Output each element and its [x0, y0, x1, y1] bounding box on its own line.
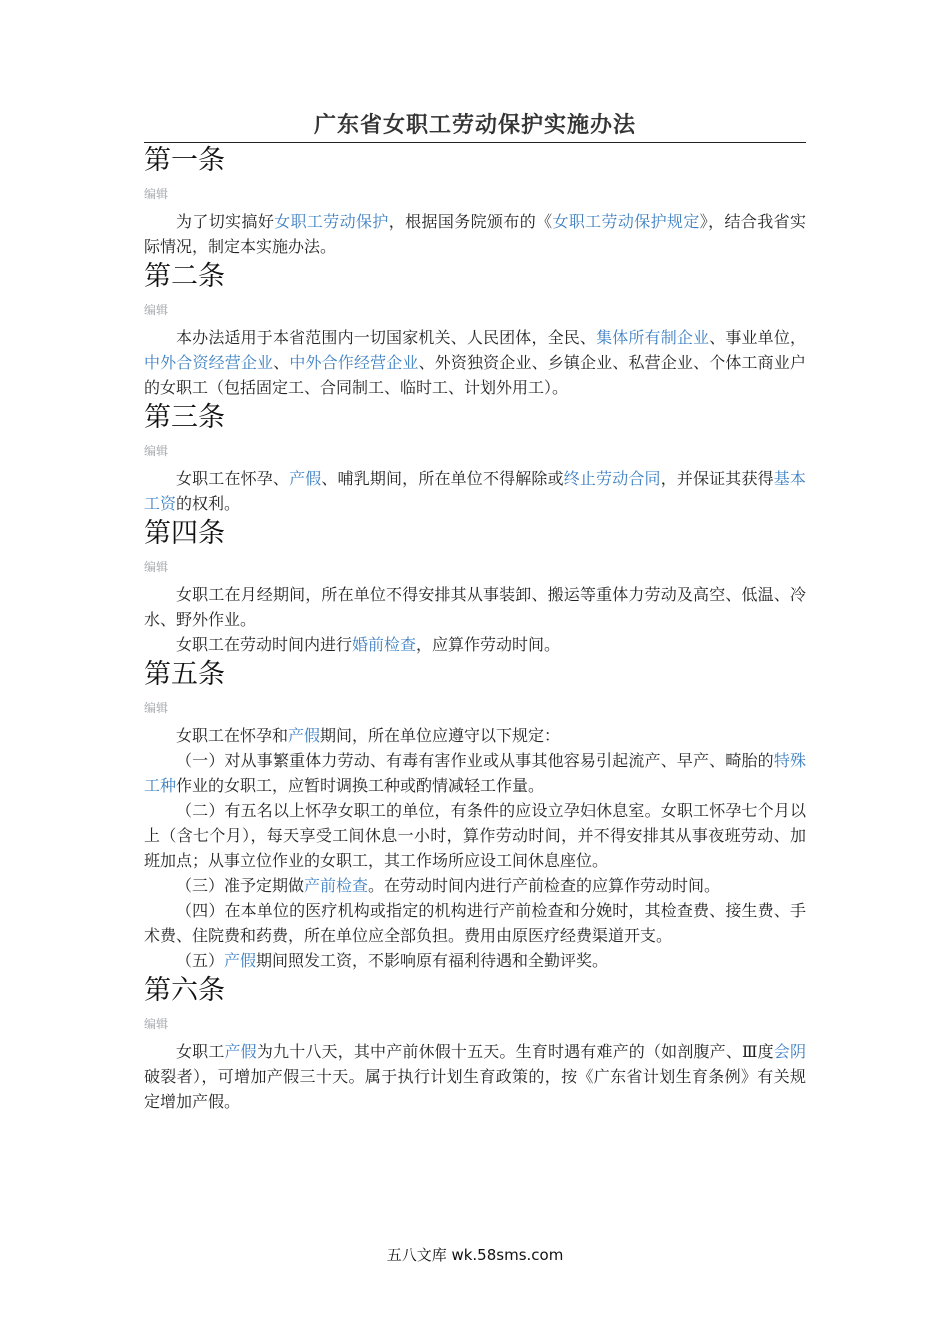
term-link[interactable]: 会阴 [773, 1042, 806, 1061]
term-link[interactable]: 终止劳动合同 [563, 469, 661, 488]
term-link[interactable]: 产假 [224, 951, 257, 970]
article-heading: 第一条 [144, 145, 225, 176]
paragraph [144, 325, 806, 400]
article-1 [144, 143, 806, 259]
paragraph-text: ，根据国务院颁布的《 [388, 212, 553, 231]
edit-link[interactable]: 编辑 [144, 1017, 169, 1031]
article-heading: 第四条 [144, 518, 225, 549]
edit-link[interactable]: 编辑 [144, 303, 169, 317]
paragraph [144, 466, 806, 516]
paragraph [144, 873, 806, 898]
article-heading: 第五条 [144, 659, 225, 690]
paragraph [144, 748, 806, 798]
paragraph-text: 、事业单位， [709, 328, 806, 347]
article-6 [144, 973, 806, 1114]
paragraph-text: 本办法适用于本省范围内一切国家机关、人民团体，全民、 [176, 328, 597, 347]
paragraph-text: 。在劳动时间内进行产前检查的应算作劳动时间。 [368, 876, 721, 895]
paragraph-text: （二）有五名以上怀孕女职工的单位，有条件的应设立孕妇休息室。女职工怀孕七个月以上（含七个月），每天享受工间休息一小时，算作劳动时间，并不得安排其从事夜班劳动、加班加点；从事立位作业的女职工，其工作场所应设工间休息座位。 [144, 801, 806, 870]
paragraph-text: 作业的女职工，应暂时调换工种或酌情减轻工作量。 [176, 776, 545, 795]
paragraph-text: （四）在本单位的医疗机构或指定的机构进行产前检查和分娩时，其检查费、接生费、手术费、住院费和药费，所在单位应全部负担。费用由原医疗经费渠道开支。 [144, 901, 806, 945]
article-heading: 第三条 [144, 402, 225, 433]
paragraph [144, 948, 806, 973]
term-link[interactable]: 中外合作经营企业 [289, 353, 419, 372]
edit-link[interactable]: 编辑 [144, 444, 169, 458]
term-link[interactable]: 产假 [224, 1042, 257, 1061]
term-link[interactable]: 产假 [288, 726, 321, 745]
footer-watermark: 五八文库 wk.58sms.com [386, 1246, 564, 1264]
paragraph-text: 期间，所在单位应遵守以下规定： [320, 726, 561, 745]
paragraph [144, 1039, 806, 1114]
paragraph [144, 632, 806, 657]
paragraph-text: 期间照发工资，不影响原有福利待遇和全勤评奖。 [256, 951, 609, 970]
term-link[interactable]: 产假 [289, 469, 322, 488]
paragraph-text: 为九十八天，其中产前休假十五天。生育时遇有难产的（如剖腹产、Ⅲ度 [256, 1042, 774, 1061]
paragraph-text: 女职工在怀孕、 [176, 469, 290, 488]
paragraph-text: 女职工 [176, 1042, 225, 1061]
article-3 [144, 400, 806, 516]
paragraph-text: 女职工在月经期间，所在单位不得安排其从事装卸、搬运等重体力劳动及高空、低温、冷水、野外作业。 [144, 585, 806, 629]
article-5 [144, 657, 806, 973]
paragraph-text: （三）准予定期做 [176, 876, 305, 895]
term-link[interactable]: 婚前检查 [352, 635, 417, 654]
document-title: 广东省女职工劳动保护实施办法 [144, 110, 806, 143]
article-heading: 第二条 [144, 261, 225, 292]
paragraph-text: 、 [273, 353, 290, 372]
term-link[interactable]: 特殊工种 [144, 751, 806, 795]
edit-link[interactable]: 编辑 [144, 187, 169, 201]
article-4 [144, 516, 806, 657]
paragraph [144, 582, 806, 632]
paragraph-text: 、外资独资企业、乡镇企业、私营企业、个体工商业户的女职工（包括固定工、合同制工、临时工、计划外用工）。 [144, 353, 806, 397]
document-page [144, 110, 806, 1114]
paragraph-text: 的权利。 [176, 494, 241, 513]
paragraph-text: （一）对从事繁重体力劳动、有毒有害作业或从事其他容易引起流产、早产、畸胎的 [176, 751, 774, 770]
paragraph-text: 为了切实搞好 [176, 212, 275, 231]
paragraph-text: 》，结合我省实际情况，制定本实施办法。 [144, 212, 806, 256]
articles-container [144, 143, 806, 1114]
paragraph-text: 女职工在怀孕和 [176, 726, 289, 745]
edit-link[interactable]: 编辑 [144, 701, 169, 715]
paragraph [144, 798, 806, 873]
term-link[interactable]: 中外合资经营企业 [144, 353, 274, 372]
paragraph-text: 破裂者），可增加产假三十天。属于执行计划生育政策的，按《广东省计划生育条例》有关规定增加产假。 [144, 1067, 806, 1111]
paragraph [144, 898, 806, 948]
article-heading: 第六条 [144, 975, 225, 1006]
edit-link[interactable]: 编辑 [144, 560, 169, 574]
term-link[interactable]: 基本工资 [144, 469, 806, 513]
paragraph-text: 、哺乳期间，所在单位不得解除或 [321, 469, 564, 488]
paragraph-text: 女职工在劳动时间内进行 [176, 635, 353, 654]
paragraph-text: ，应算作劳动时间。 [416, 635, 561, 654]
term-link[interactable]: 集体所有制企业 [596, 328, 710, 347]
paragraph-text: ，并保证其获得 [660, 469, 774, 488]
paragraph-text: （五） [176, 951, 225, 970]
term-link[interactable]: 女职工劳动保护规定 [552, 212, 700, 231]
term-link[interactable]: 产前检查 [304, 876, 369, 895]
paragraph [144, 723, 806, 748]
term-link[interactable]: 女职工劳动保护 [274, 212, 389, 231]
article-2 [144, 259, 806, 400]
paragraph [144, 209, 806, 259]
